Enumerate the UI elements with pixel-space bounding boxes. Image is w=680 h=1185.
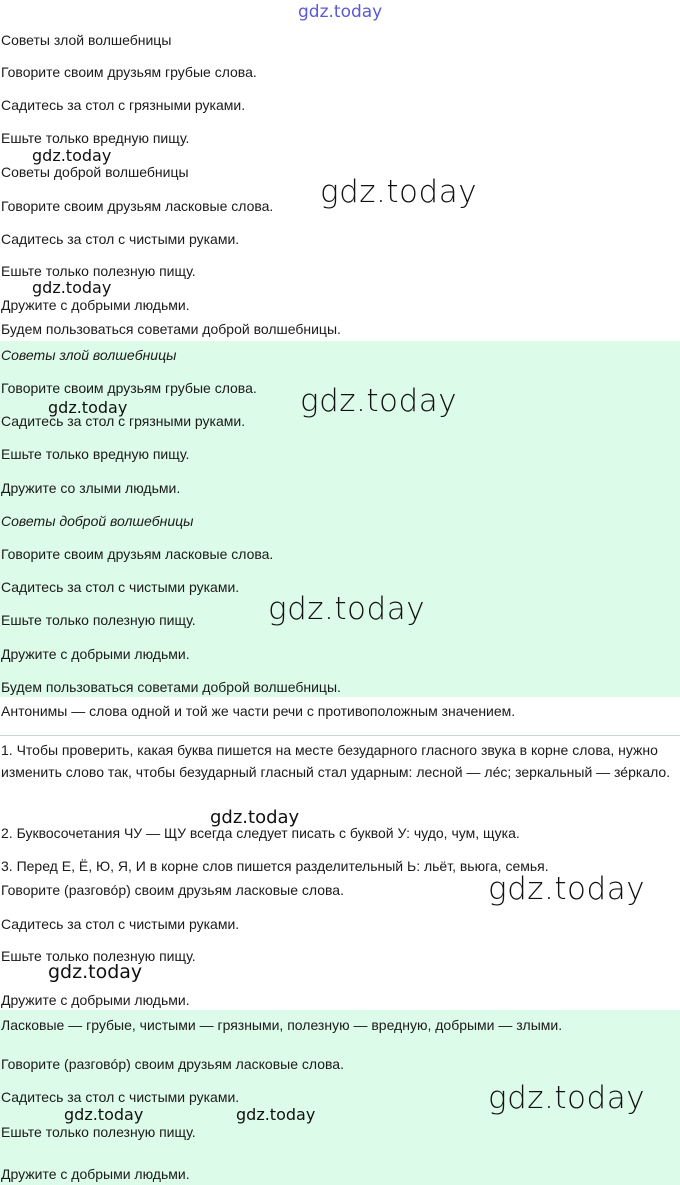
text-line: Ешьте только полезную пищу. [1,612,196,628]
watermark: gdz.today [236,1105,316,1124]
text-line: Советы злой волшебницы [1,32,172,48]
text-line: Говорите (разговóр) своим друзьям ласковые слова. [1,882,344,898]
text-line: Говорите своим друзьям грубые слова. [1,380,257,396]
text-line: Будем пользоваться советами доброй волшебницы. [1,321,341,337]
watermark: gdz.today [300,383,458,419]
watermark: gdz.today [488,871,646,907]
watermark: gdz.today [48,961,143,983]
watermark: gdz.today [32,278,112,297]
watermark: gdz.today [488,1080,646,1116]
text-line: Говорите своим друзьям грубые слова. [1,64,257,80]
text-line-italic: Советы злой волшебницы [1,347,177,363]
watermark: gdz.today [48,398,128,417]
watermark: gdz.today [320,174,478,210]
antonym-pairs: Ласковые — грубые, чистыми — грязными, полезную — вредную, добрыми — злыми. [1,1017,563,1033]
text-line: Будем пользоваться советами доброй волшебницы. [1,679,341,695]
text-line-italic: Советы доброй волшебницы [1,513,194,529]
antonyms-definition: Антонимы — слова одной и той же части речи с противоположным значением. [1,703,516,719]
text-line: Дружите с добрыми людьми. [1,992,190,1008]
watermark: gdz.today [210,807,300,828]
text-line: Ешьте только полезную пищу. [1,1124,196,1140]
text-line: Говорите (разговóр) своим друзьям ласковые слова. [1,1056,344,1072]
text-line: Садитесь за стол с чистыми руками. [1,1089,240,1105]
watermark: gdz.today [268,591,426,627]
rule-1: 1. Чтобы проверить, какая буква пишется на месте безударного гласного звука в корне слова, нужно изменить слово так, чтобы безударный гласный стал ударным: лесной — ле́с; зеркальный — зе́ркало. [1,742,671,780]
text-line: Советы доброй волшебницы [1,164,189,180]
watermark: gdz.today [298,2,383,22]
text-line: Дружите с добрыми людьми. [1,297,190,313]
watermark: gdz.today [32,146,112,165]
text-line: Садитесь за стол с чистыми руками. [1,579,240,595]
divider [0,735,680,736]
text-line: Говорите своим друзьям ласковые слова. [1,198,274,214]
text-line: Садитесь за стол с чистыми руками. [1,231,240,247]
text-line: Дружите с добрыми людьми. [1,1166,190,1182]
text-line: Садитесь за стол с грязными руками. [1,413,246,429]
text-line: Ешьте только полезную пищу. [1,948,196,964]
text-line: Говорите своим друзьям ласковые слова. [1,546,274,562]
rule-3: 3. Перед Е, Ё, Ю, Я, И в корне слов пишется разделительный Ь: льёт, вьюга, семья. [1,858,549,874]
text-line: Садитесь за стол с грязными руками. [1,97,246,113]
text-line: Дружите со злыми людьми. [1,480,181,496]
text-line: Садитесь за стол с чистыми руками. [1,916,240,932]
text-line: Дружите с добрыми людьми. [1,646,190,662]
text-line: Ешьте только полезную пищу. [1,263,196,279]
rule-2: 2. Буквосочетания ЧУ — ЩУ всегда следует писать с буквой У: чудо, чум, щука. [1,825,520,841]
watermark: gdz.today [64,1105,144,1124]
text-line: Ешьте только вредную пищу. [1,130,190,146]
text-line: Ешьте только вредную пищу. [1,446,190,462]
